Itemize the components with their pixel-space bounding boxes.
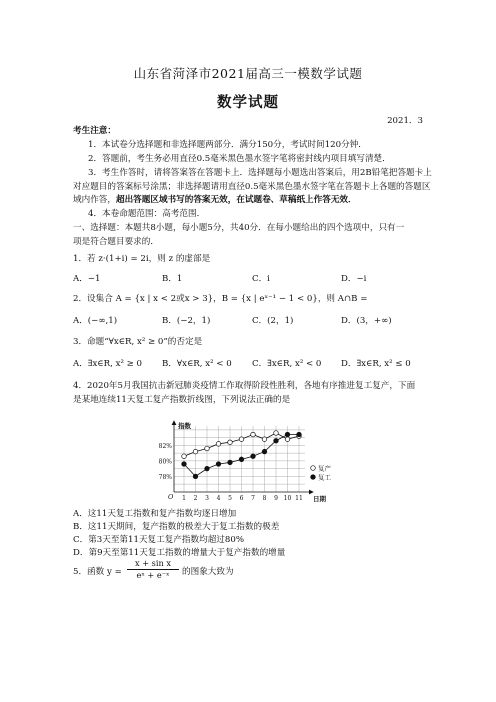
x-tick-label: 3 bbox=[205, 495, 209, 502]
q4-option-a: A．这11天复工指数和复产指数均逐日增加 bbox=[73, 509, 237, 519]
q4-stem-line2: 是某地连续11天复工复产指数折线图，下列说法正确的是 bbox=[73, 395, 291, 405]
data-point bbox=[274, 438, 279, 443]
y-tick-label: 80% bbox=[158, 458, 172, 466]
data-point bbox=[228, 460, 233, 465]
q4-stem-line1: 4．2020年5月我国抗击新冠肺炎疫情工作取得阶段性胜利，各地有序推进复工复产，下面 bbox=[73, 381, 416, 391]
x-tick-label: 4 bbox=[216, 495, 221, 502]
data-point bbox=[193, 449, 198, 454]
data-point bbox=[285, 432, 290, 437]
q3-option-b: B．∀x∈R, x² < 0 bbox=[162, 359, 232, 369]
x-tick-label: 1 bbox=[182, 495, 186, 502]
q2-option-c: C．(2，1) bbox=[252, 316, 294, 326]
q5-numerator: x + sin x bbox=[135, 558, 171, 568]
q1-option-c: C．i bbox=[252, 274, 270, 284]
y-axis-label: 指数 bbox=[178, 422, 191, 430]
data-point bbox=[216, 442, 221, 447]
legend-label: 复工 bbox=[318, 473, 331, 482]
notice-item-4: 4．本卷命题范围：高考范围． bbox=[88, 209, 206, 219]
page-title: 山东省菏泽市2021届高三一模数学试题 bbox=[133, 66, 363, 81]
data-point bbox=[251, 454, 256, 459]
data-point bbox=[228, 440, 233, 445]
y-tick-label: 78% bbox=[158, 473, 172, 481]
q5-stem-prefix: 5．函数 y = bbox=[73, 567, 122, 577]
q1-option-a: A．−1 bbox=[73, 274, 101, 284]
chart-axes bbox=[174, 421, 313, 492]
q2-option-a: A．(−∞,1) bbox=[73, 316, 118, 326]
x-tick-label: 2 bbox=[193, 495, 198, 502]
q3-option-a: A．∃x∈R, x² ≥ 0 bbox=[73, 359, 143, 369]
q3-option-d: D．∃x∈R, x² ≤ 0 bbox=[341, 359, 411, 369]
x-tick-label: 9 bbox=[274, 495, 278, 502]
q2-option-d: D．(3，+∞) bbox=[341, 316, 392, 326]
q5-fraction bbox=[124, 558, 182, 581]
data-point bbox=[216, 462, 221, 467]
x-tick-label: 7 bbox=[251, 495, 255, 502]
q3-option-c: C．∃x∈R, x² < 0 bbox=[252, 359, 322, 369]
q4-option-c: C．第3天至第11天复工复产指数均超过80% bbox=[73, 535, 244, 545]
data-point bbox=[251, 432, 256, 437]
x-tick-label: 11 bbox=[295, 495, 303, 502]
y-tick-label: 82% bbox=[158, 442, 172, 450]
x-tick-label: 8 bbox=[262, 495, 267, 502]
x-tick-label: 10 bbox=[283, 495, 292, 502]
legend-marker bbox=[311, 466, 316, 471]
data-point bbox=[262, 437, 267, 442]
notice-item-3 bbox=[73, 167, 433, 208]
data-point bbox=[239, 457, 244, 462]
data-point bbox=[239, 437, 244, 442]
origin-label: O bbox=[168, 493, 174, 501]
q1-option-d: D．−i bbox=[341, 274, 367, 284]
data-point bbox=[205, 446, 210, 451]
section-intro-line2: 项是符合题目要求的． bbox=[73, 237, 159, 247]
notice-item-3-emphasis: 超出答题区域书写的答案无效，在试题卷、草稿纸上作答无效． bbox=[115, 195, 357, 205]
x-axis-label: 日期 bbox=[313, 495, 326, 503]
q3-stem: 3．命题“∀x∈R, x² ≥ 0”的否定是 bbox=[73, 337, 203, 347]
q1-option-b: B．1 bbox=[162, 274, 183, 284]
q5-stem-suffix: 的图象大致为 bbox=[182, 567, 234, 577]
notice-heading: 考生注意： bbox=[73, 126, 116, 136]
data-point bbox=[285, 437, 290, 442]
q2-stem: 2．设集合 A = {x | x < 2或x > 3}，B = {x | eˣ⁻¹ − 1 < 0}，则 A∩B = bbox=[73, 294, 368, 304]
q4-option-d: D．第9天至第11天复工指数的增量大于复产指数的增量 bbox=[73, 548, 286, 558]
x-tick-label: 6 bbox=[239, 495, 244, 502]
index-line-chart bbox=[154, 420, 354, 504]
exam-date: 2021．3 bbox=[387, 116, 423, 126]
page-subtitle: 数学试题 bbox=[217, 94, 279, 111]
q2-option-b: B．(−2，1) bbox=[162, 316, 211, 326]
data-point bbox=[205, 466, 210, 471]
notice-item-1: 1．本试卷分选择题和非选择题两部分．满分150分，考试时间120分钟． bbox=[88, 140, 367, 150]
q1-stem: 1．若 z·(1+i) = 2i，则 z 的虚部是 bbox=[73, 254, 211, 264]
notice-item-2: 2．答题前，考生务必用直径0.5毫米黑色墨水签字笔将密封线内项目填写清楚． bbox=[88, 154, 391, 164]
data-point bbox=[193, 474, 198, 479]
x-tick-label: 5 bbox=[228, 495, 232, 502]
data-point bbox=[274, 431, 279, 436]
section-intro-line1: 一、选择题：本题共8小题，每小题5分，共40分．在每小题给出的四个选项中，只有一 bbox=[73, 223, 405, 233]
legend-marker bbox=[311, 475, 316, 480]
data-point bbox=[297, 432, 302, 437]
q4-option-b: B．这11天期间，复产指数的极差大于复工指数的极差 bbox=[73, 522, 280, 532]
notice-item-3-text: 3．考生作答时，请将答案答在答题卡上．选择题每小题选出答案后，用2B铅笔把答题卡上对应题目的答案标号涂黑；非选择题请用直径0.5毫米黑色墨水签字笔在答题卡上各题的答题区域内作答， bbox=[73, 168, 432, 205]
data-point bbox=[262, 449, 267, 454]
data-point bbox=[182, 454, 187, 459]
q5-denominator: eˣ + e⁻ˣ bbox=[136, 570, 170, 580]
data-point bbox=[182, 462, 187, 467]
legend-label: 复产 bbox=[318, 464, 331, 473]
